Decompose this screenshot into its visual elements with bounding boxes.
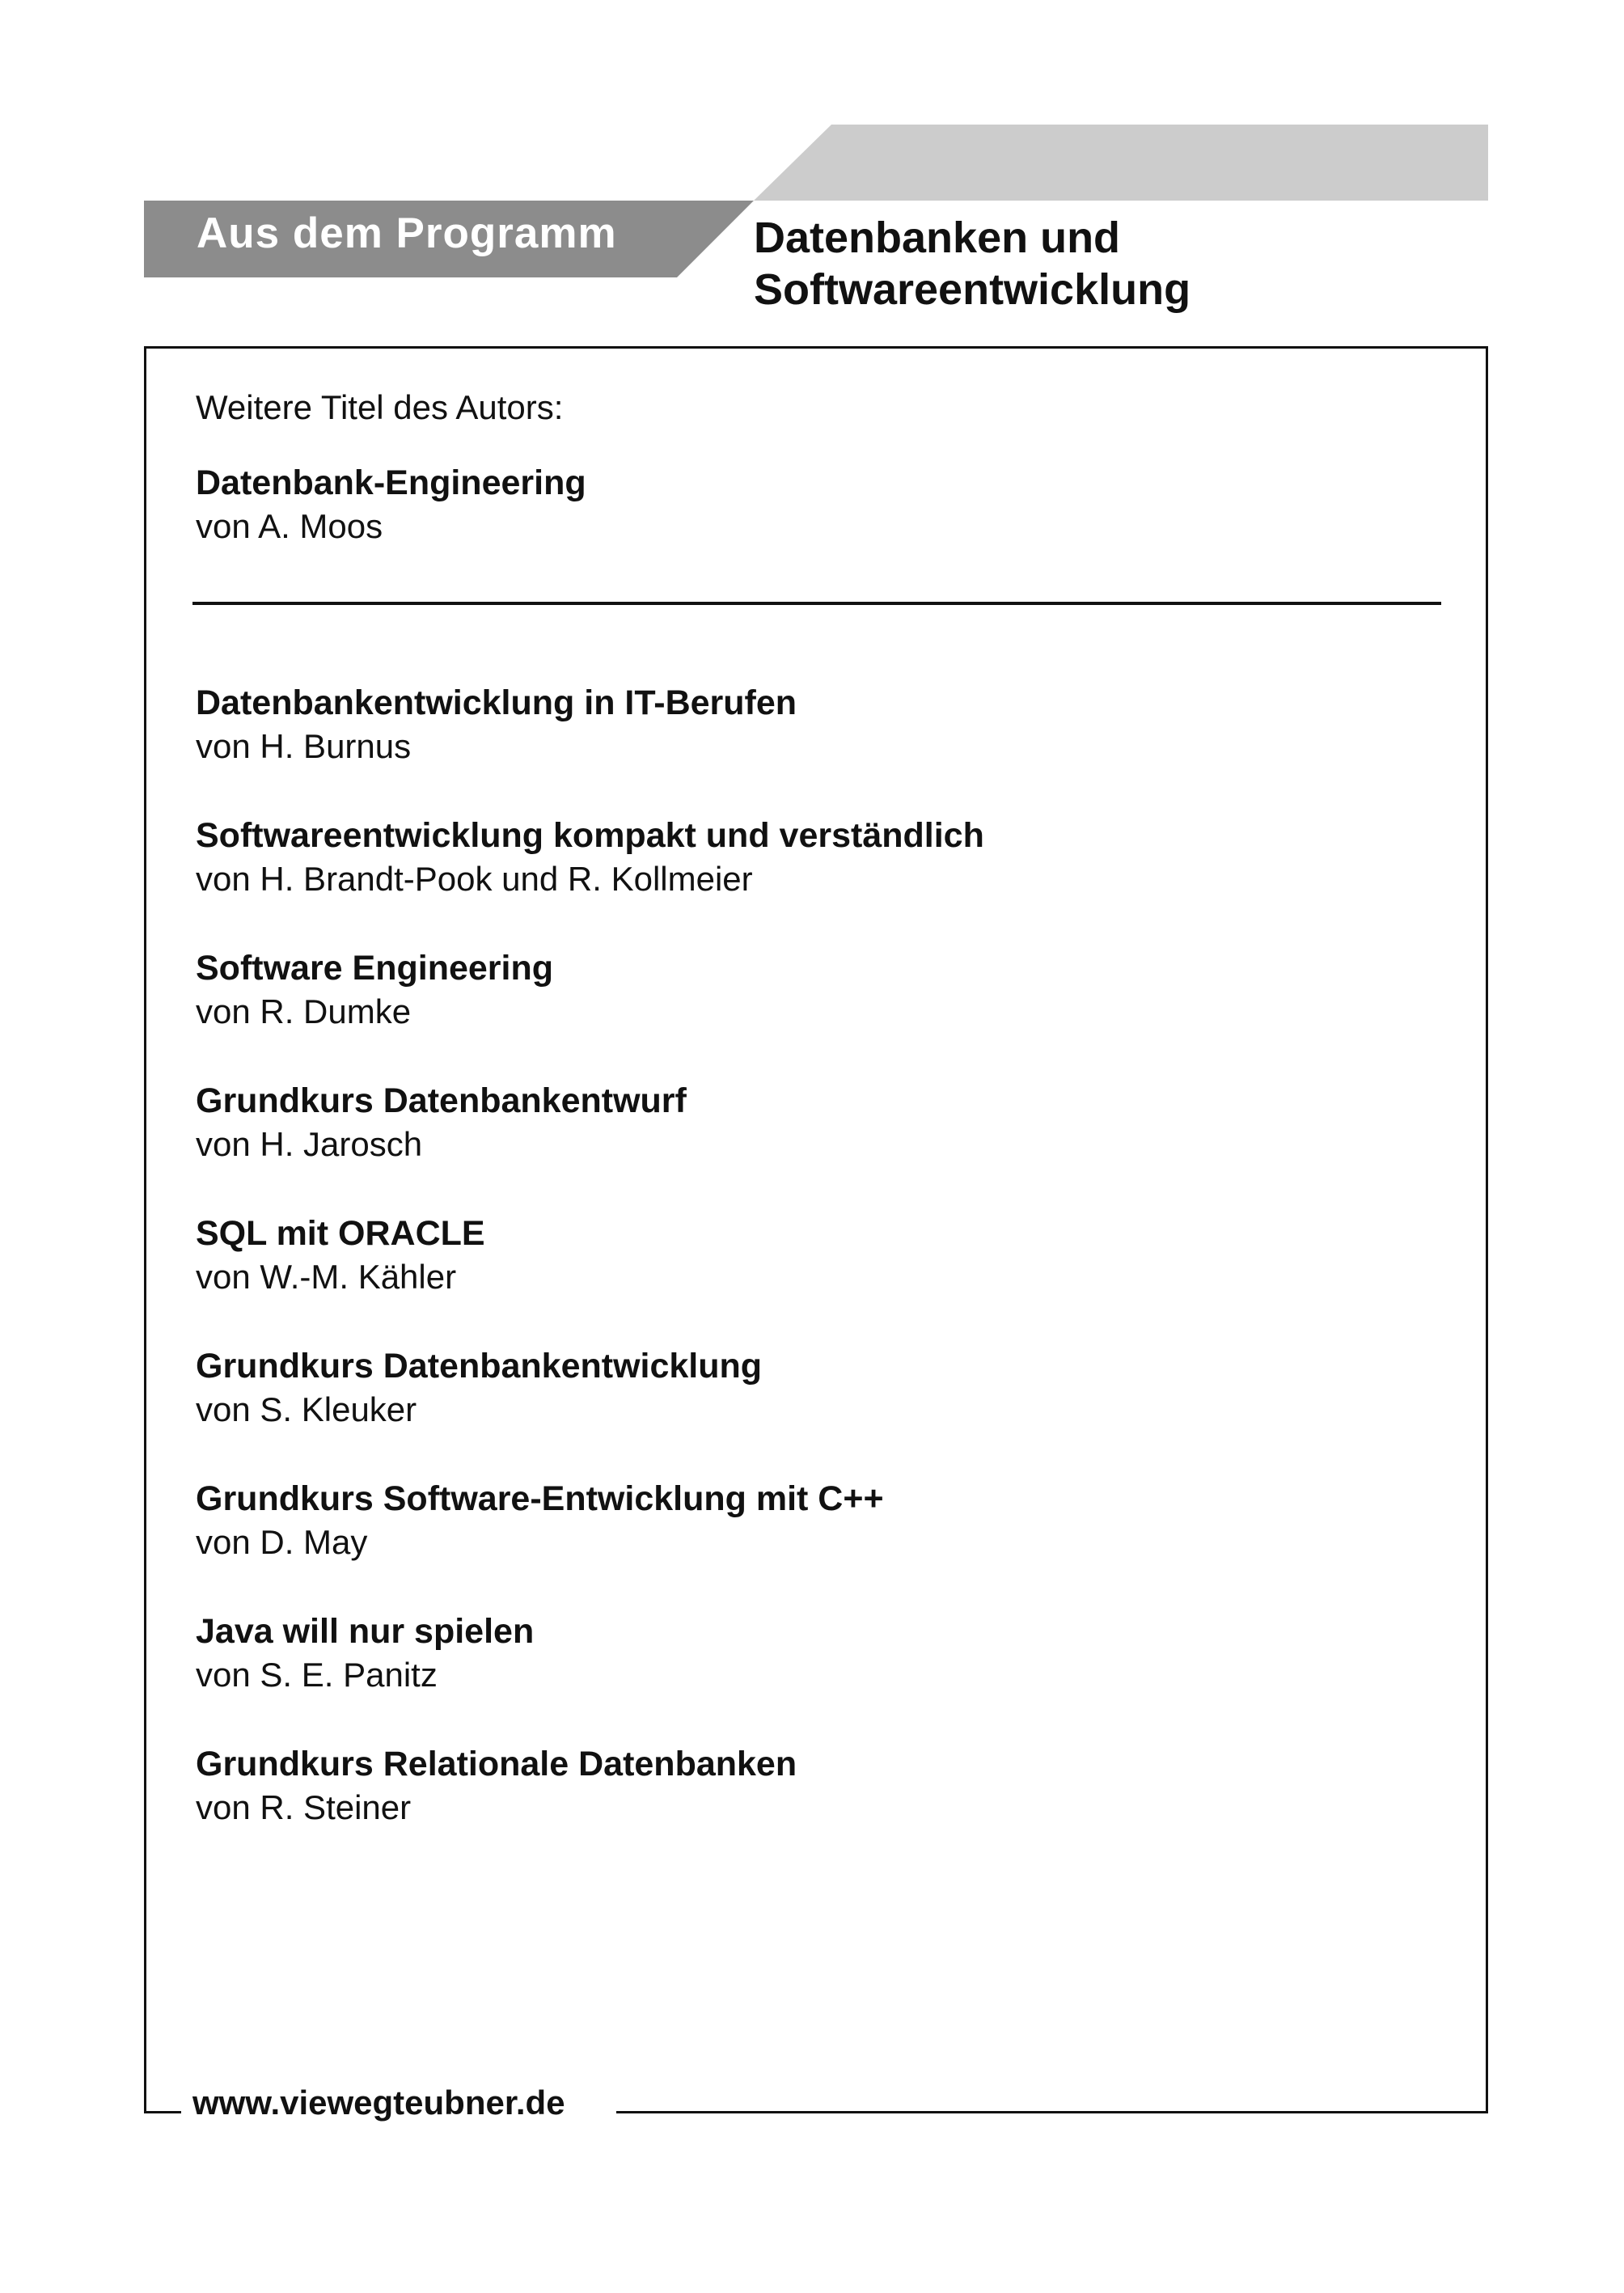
book-item xyxy=(196,1610,984,1742)
book-title: Java will nur spielen xyxy=(196,1612,535,1651)
book-title: Datenbankentwicklung in IT-Berufen xyxy=(196,683,797,722)
book-author: von R. Steiner xyxy=(196,1788,412,1826)
featured-book-author: von A. Moos xyxy=(196,507,383,545)
book-item xyxy=(196,1477,984,1610)
series-title-line-2: Softwareentwicklung xyxy=(754,265,1191,314)
frame-left-border xyxy=(144,346,146,2113)
book-title: Grundkurs Datenbankentwurf xyxy=(196,1081,687,1120)
series-title-line-1: Datenbanken und xyxy=(754,214,1121,262)
book-author: von S. Kleuker xyxy=(196,1390,417,1428)
program-label: Aus dem Programm xyxy=(197,209,617,257)
book-author: von R. Dumke xyxy=(196,992,412,1030)
book-list xyxy=(196,681,984,1875)
series-title xyxy=(754,212,1191,315)
book-title: Softwareentwicklung kompakt und verständlich xyxy=(196,816,984,855)
book-author: von H. Burnus xyxy=(196,727,412,765)
frame-right-border xyxy=(1486,346,1488,2113)
book-author: von S. E. Panitz xyxy=(196,1656,438,1694)
frame-bottom-border-right xyxy=(616,2111,1488,2113)
book-item xyxy=(196,681,984,814)
book-author: von W.-M. Kähler xyxy=(196,1258,457,1296)
divider-line xyxy=(192,602,1441,605)
book-item xyxy=(196,946,984,1079)
book-title: SQL mit ORACLE xyxy=(196,1214,485,1253)
book-title: Grundkurs Relationale Datenbanken xyxy=(196,1745,797,1783)
book-item xyxy=(196,1742,984,1875)
book-author: von D. May xyxy=(196,1523,368,1561)
book-title: Grundkurs Datenbankentwicklung xyxy=(196,1347,763,1386)
upper-gray-band xyxy=(754,125,1488,201)
book-item xyxy=(196,814,984,946)
intro-text: Weitere Titel des Autors: xyxy=(196,388,564,426)
frame-top-border xyxy=(144,346,1488,349)
book-author: von H. Jarosch xyxy=(196,1125,423,1163)
frame-bottom-border-left xyxy=(144,2111,181,2113)
book-title: Grundkurs Software-Entwicklung mit C++ xyxy=(196,1479,884,1518)
book-author: von H. Brandt-Pook und R. Kollmeier xyxy=(196,860,753,898)
book-item xyxy=(196,1079,984,1212)
featured-book-title: Datenbank-Engineering xyxy=(196,463,586,502)
book-item xyxy=(196,1212,984,1344)
book-item xyxy=(196,1344,984,1477)
book-title: Software Engineering xyxy=(196,949,554,988)
publisher-website-link[interactable]: www.viewegteubner.de xyxy=(192,2084,565,2122)
featured-book xyxy=(196,461,586,548)
